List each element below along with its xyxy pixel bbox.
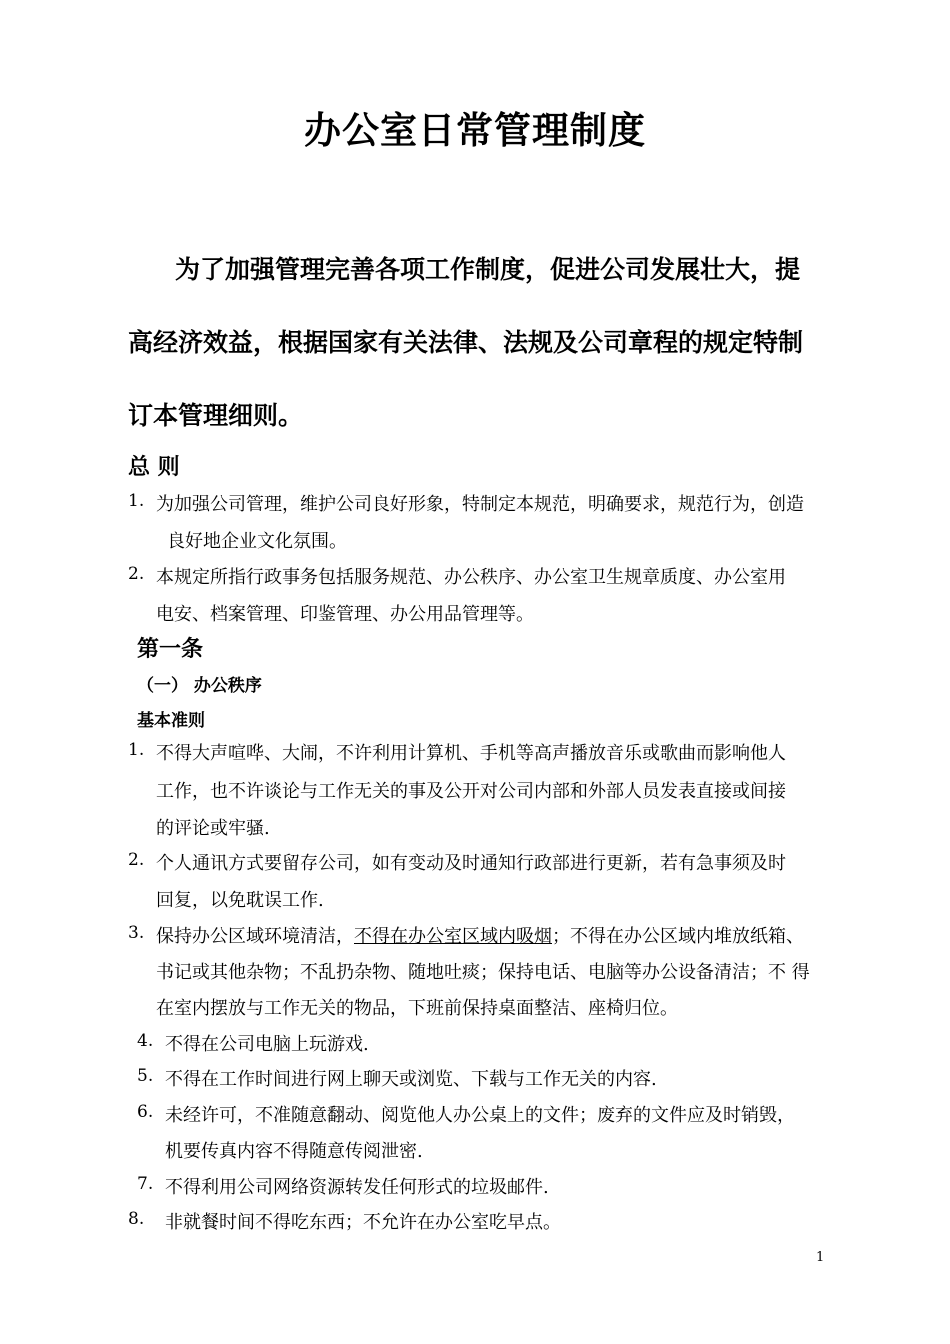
article-1-heading: 第一条 — [137, 637, 204, 662]
rule-2-line-1: 个人通讯方式要留存公司，如有变动及时通知行政部进行更新，若有急事须及时 — [156, 853, 786, 874]
rule-2-number: 2. — [128, 850, 145, 870]
rule-3-line-1-part-a: 保持办公区域环境清洁， — [156, 926, 354, 947]
rule-3-line-3: 在室内摆放与工作无关的物品，下班前保持桌面整洁、座椅归位。 — [156, 998, 678, 1019]
no-smoking-underlined-text: 不得在办公室区域内吸烟 — [354, 926, 552, 947]
general-item-2-number: 2. — [128, 564, 145, 584]
rule-6-line-1: 未经许可，不准随意翻动、阅览他人办公桌上的文件；废弃的文件应及时销毁， — [165, 1105, 795, 1126]
rule-8-number: 8. — [128, 1209, 145, 1229]
section-office-order: （一） 办公秩序 — [137, 676, 262, 696]
general-item-1-line-1: 为加强公司管理，维护公司良好形象，特制定本规范，明确要求，规范行为，创造 — [156, 494, 804, 515]
rule-4-number: 4. — [137, 1031, 154, 1051]
rule-7-number: 7. — [137, 1174, 154, 1194]
rule-3-line-2: 书记或其他杂物；不乱扔杂物、随地吐痰；保持电话、电脑等办公设备清洁；不 得 — [156, 962, 810, 983]
rule-8-line-1: 非就餐时间不得吃东西；不允许在办公室吃早点。 — [165, 1212, 561, 1233]
rule-4-line-1: 不得在公司电脑上玩游戏. — [165, 1034, 369, 1055]
rule-1-number: 1. — [128, 740, 145, 760]
general-item-1-number: 1. — [128, 491, 145, 511]
rule-1-line-2: 工作，也不许谈论与工作无关的事及公开对公司内部和外部人员发表直接或间接 — [156, 781, 786, 802]
rule-7-line-1: 不得利用公司网络资源转发任何形式的垃圾邮件. — [165, 1177, 549, 1198]
rule-2-line-2: 回复，以免耽误工作. — [156, 890, 324, 911]
general-heading: 总 则 — [128, 455, 180, 480]
rule-3-line-1 — [156, 922, 804, 948]
rule-6-line-2: 机要传真内容不得随意传阅泄密. — [165, 1141, 423, 1162]
document-title: 办公室日常管理制度 — [304, 109, 646, 152]
intro-line-2: 高经济效益，根据国家有关法律、法规及公司章程的规定特制 — [128, 328, 804, 357]
intro-line-1: 为了加强管理完善各项工作制度，促进公司发展壮大，提 — [175, 255, 801, 284]
rule-5-number: 5. — [137, 1066, 154, 1086]
rule-5-line-1: 不得在工作时间进行网上聊天或浏览、下载与工作无关的内容. — [165, 1069, 657, 1090]
intro-line-3: 订本管理细则。 — [128, 401, 304, 430]
rule-1-line-1: 不得大声喧哗、大闹，不许利用计算机、手机等高声播放音乐或歌曲而影响他人 — [156, 743, 786, 764]
rule-6-number: 6. — [137, 1102, 154, 1122]
rule-3-number: 3. — [128, 923, 145, 943]
general-item-1-line-2: 良好地企业文化氛围。 — [167, 531, 347, 552]
basic-rules-heading: 基本准则 — [137, 711, 205, 731]
page-number: 1 — [816, 1250, 825, 1265]
general-item-2-line-2: 电安、档案管理、印鉴管理、办公用品管理等。 — [156, 604, 534, 625]
rule-3-line-1-part-b: ；不得在办公区域内堆放纸箱、 — [552, 926, 804, 947]
rule-1-line-3: 的评论或牢骚. — [156, 818, 270, 839]
general-item-2-line-1: 本规定所指行政事务包括服务规范、办公秩序、办公室卫生规章质度、办公室用 — [156, 567, 786, 588]
